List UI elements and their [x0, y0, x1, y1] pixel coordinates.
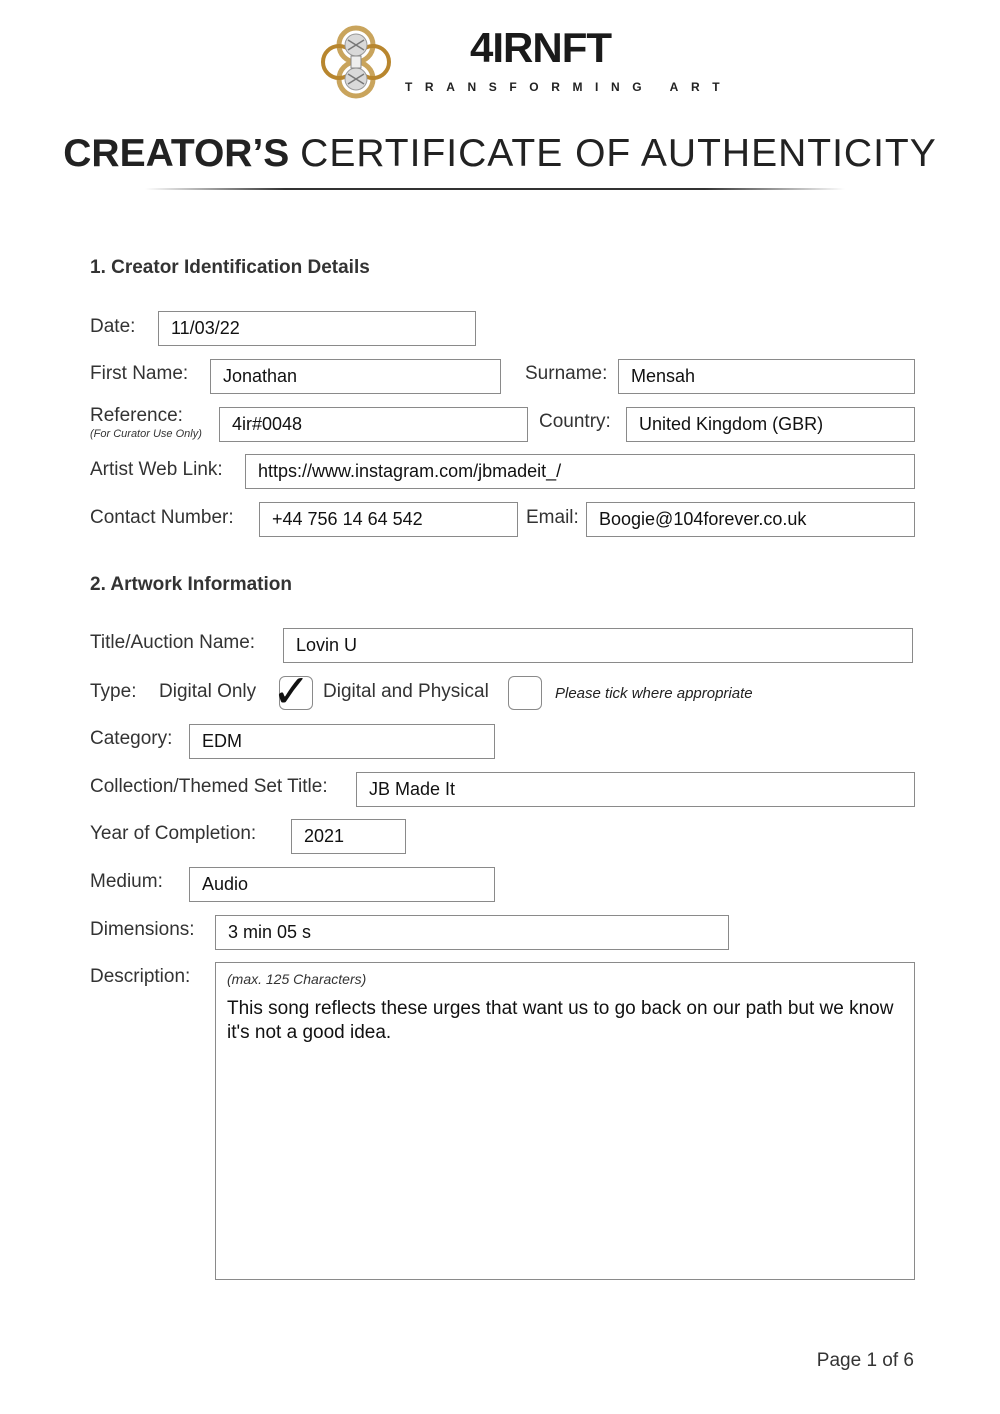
digital-physical-checkbox[interactable]	[508, 676, 542, 710]
date-field[interactable]: 11/03/22	[158, 311, 476, 346]
first-name-label: First Name:	[90, 363, 189, 384]
reference-field[interactable]: 4ir#0048	[219, 407, 528, 442]
web-link-field[interactable]: https://www.instagram.com/jbmadeit_/	[245, 454, 915, 489]
surname-field[interactable]: Mensah	[618, 359, 915, 394]
title-auction-label: Title/Auction Name:	[90, 632, 256, 653]
description-field[interactable]	[215, 962, 915, 1280]
email-field[interactable]: Boogie@104forever.co.uk	[586, 502, 915, 537]
section-2-heading: 2. Artwork Information	[90, 574, 292, 595]
collection-label: Collection/Themed Set Title:	[90, 776, 328, 797]
contact-number-label: Contact Number:	[90, 507, 234, 528]
first-name-field[interactable]: Jonathan	[210, 359, 501, 394]
page-title	[0, 132, 1000, 176]
type-note: Please tick where appropriate	[555, 685, 753, 702]
email-label: Email:	[526, 507, 579, 528]
description-hint: (max. 125 Characters)	[227, 971, 367, 987]
type-digital-only-label: Digital Only	[159, 681, 257, 702]
section-1-heading: 1. Creator Identification Details	[90, 257, 370, 278]
brand-name: 4IRNFT	[470, 24, 611, 71]
country-field[interactable]: United Kingdom (GBR)	[626, 407, 915, 442]
year-label: Year of Completion:	[90, 823, 257, 844]
brand-tagline: TRANSFORMING ART	[405, 80, 733, 94]
web-link-label: Artist Web Link:	[90, 459, 223, 480]
logo-icon	[318, 24, 394, 100]
category-label: Category:	[90, 728, 173, 749]
type-digital-physical-label: Digital and Physical	[323, 681, 489, 702]
title-divider	[145, 188, 845, 190]
title-bold: CREATOR’S	[63, 132, 290, 175]
dimensions-label: Dimensions:	[90, 919, 195, 940]
dimensions-field[interactable]: 3 min 05 s	[215, 915, 729, 950]
reference-label: Reference:	[90, 405, 183, 426]
medium-field[interactable]: Audio	[189, 867, 495, 902]
page-number: Page 1 of 6	[816, 1350, 914, 1371]
date-label: Date:	[90, 316, 136, 337]
checkmark-icon: ✓	[272, 664, 311, 718]
medium-label: Medium:	[90, 871, 163, 892]
title-rest: CERTIFICATE OF AUTHENTICITY	[300, 132, 937, 175]
description-label: Description:	[90, 966, 191, 987]
collection-field[interactable]: JB Made It	[356, 772, 915, 807]
year-field[interactable]: 2021	[291, 819, 406, 854]
reference-note: (For Curator Use Only)	[90, 428, 202, 440]
title-auction-field[interactable]: Lovin U	[283, 628, 913, 663]
surname-label: Surname:	[525, 363, 608, 384]
category-field[interactable]: EDM	[189, 724, 495, 759]
description-text: This song reflects these urges that want us to go back on our path but we know it's not a good idea.	[227, 998, 894, 1043]
country-label: Country:	[539, 411, 611, 432]
contact-number-field[interactable]: +44 756 14 64 542	[259, 502, 518, 537]
type-label: Type:	[90, 681, 137, 702]
